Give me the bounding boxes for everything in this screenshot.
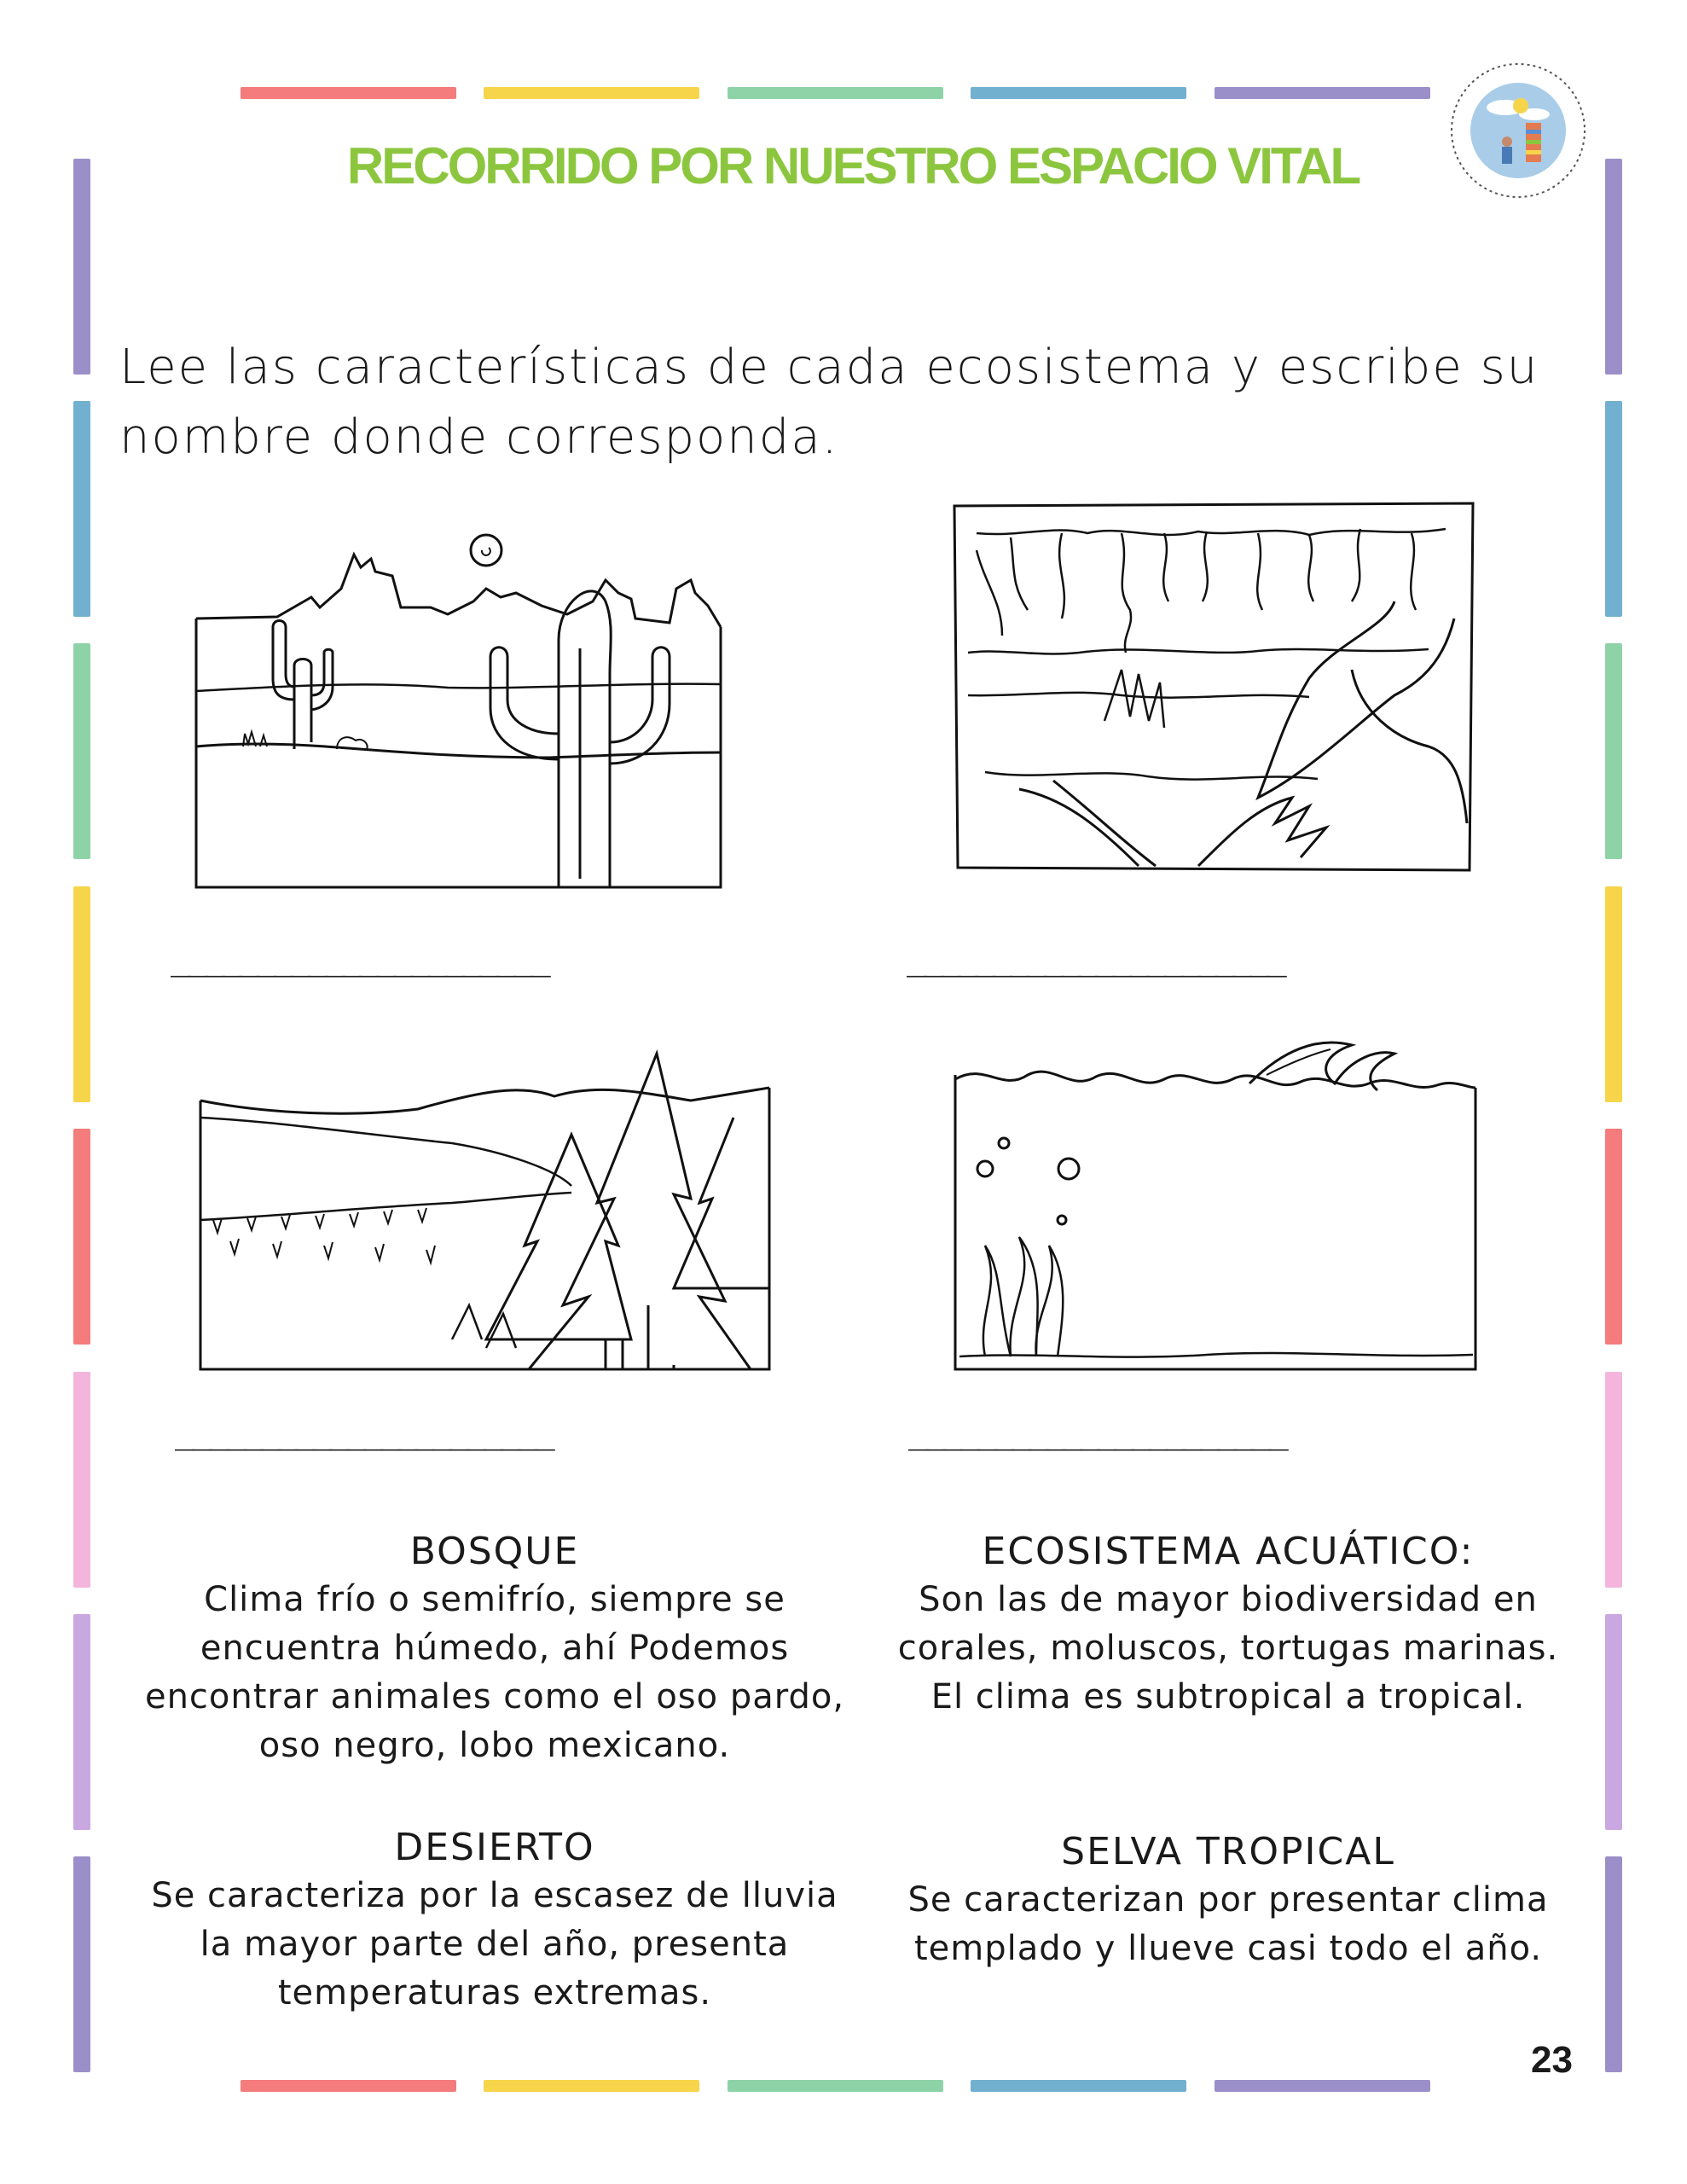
bottom-bar-green xyxy=(728,2080,943,2092)
description-line: la mayor parte del año, presenta xyxy=(200,1925,790,1964)
description-line: Son las de mayor biodiversidad en xyxy=(919,1580,1538,1619)
page-title: RECORRIDO POR NUESTRO ESPACIO VITAL xyxy=(346,137,1359,195)
bottom-bar-red xyxy=(241,2080,456,2092)
description-acuatico xyxy=(870,1527,1586,1722)
bottom-bar-yellow xyxy=(484,2080,699,2092)
description-line: temperaturas extremas. xyxy=(277,1973,712,2013)
page-number: 23 xyxy=(1531,2039,1573,2081)
right-bar-green xyxy=(1605,643,1622,859)
top-bar-green xyxy=(728,87,943,99)
top-bar-red xyxy=(241,87,456,99)
description-selva xyxy=(870,1827,1586,1973)
jungle-illustration xyxy=(951,499,1480,874)
answer-line-desert[interactable]: ______________________ xyxy=(171,938,548,978)
right-bar-pink xyxy=(1605,1372,1622,1588)
top-bar-blue xyxy=(971,87,1186,99)
left-bar-blue xyxy=(73,401,90,617)
instructions xyxy=(119,333,1569,473)
description-heading: SELVA TROPICAL xyxy=(1061,1830,1395,1873)
left-bar-red xyxy=(73,1129,90,1345)
bottom-bar-blue xyxy=(971,2080,1186,2092)
description-line: corales, moluscos, tortugas marinas. xyxy=(897,1629,1559,1668)
description-heading: ECOSISTEMA ACUÁTICO: xyxy=(982,1530,1475,1573)
description-line: Se caracterizan por presentar clima xyxy=(907,1880,1549,1920)
right-bar-purple xyxy=(1605,159,1622,375)
bottom-bar-purple xyxy=(1215,2080,1430,2092)
top-bar-yellow xyxy=(484,87,699,99)
description-heading: DESIERTO xyxy=(394,1826,595,1869)
left-bar-lavender xyxy=(73,1614,90,1830)
answer-line-jungle[interactable]: ______________________ xyxy=(907,938,1284,978)
left-bar-yellow xyxy=(73,886,90,1102)
right-bar-blue xyxy=(1605,401,1622,617)
description-line: templado y llueve casi todo el año. xyxy=(913,1929,1543,1968)
desert-illustration xyxy=(192,529,725,892)
instructions-line-2: nombre donde corresponda. xyxy=(119,410,839,465)
description-desierto xyxy=(136,1823,853,2018)
description-line: Se caracteriza por la escasez de lluvia xyxy=(151,1876,838,1915)
description-line: encontrar animales como el oso pardo, xyxy=(144,1677,845,1716)
description-bosque xyxy=(136,1527,853,1770)
left-bar-purple-2 xyxy=(73,1856,90,2072)
left-bar-green xyxy=(73,643,90,859)
left-bar-pink xyxy=(73,1372,90,1588)
instructions-line-1: Lee las características de cada ecosistema y escribe su xyxy=(119,340,1539,395)
description-heading: BOSQUE xyxy=(409,1530,580,1573)
answer-line-aquatic[interactable]: ______________________ xyxy=(908,1412,1285,1451)
right-bar-red xyxy=(1605,1129,1622,1345)
right-bar-yellow xyxy=(1605,886,1622,1102)
description-line: encuentra húmedo, ahí Podemos xyxy=(200,1629,790,1668)
forest-illustration xyxy=(196,1049,776,1374)
escalones-escolares-logo xyxy=(1446,58,1591,206)
left-bar-purple xyxy=(73,159,90,375)
underwater-illustration xyxy=(951,1032,1484,1374)
description-line: Clima frío o semifrío, siempre se xyxy=(204,1580,786,1619)
description-line: El clima es subtropical a tropical. xyxy=(930,1677,1526,1716)
description-line: oso negro, lobo mexicano. xyxy=(258,1726,731,1765)
right-bar-lavender xyxy=(1605,1614,1622,1830)
answer-line-forest[interactable]: ______________________ xyxy=(175,1412,552,1451)
top-bar-purple xyxy=(1215,87,1430,99)
right-bar-purple-2 xyxy=(1605,1856,1622,2072)
